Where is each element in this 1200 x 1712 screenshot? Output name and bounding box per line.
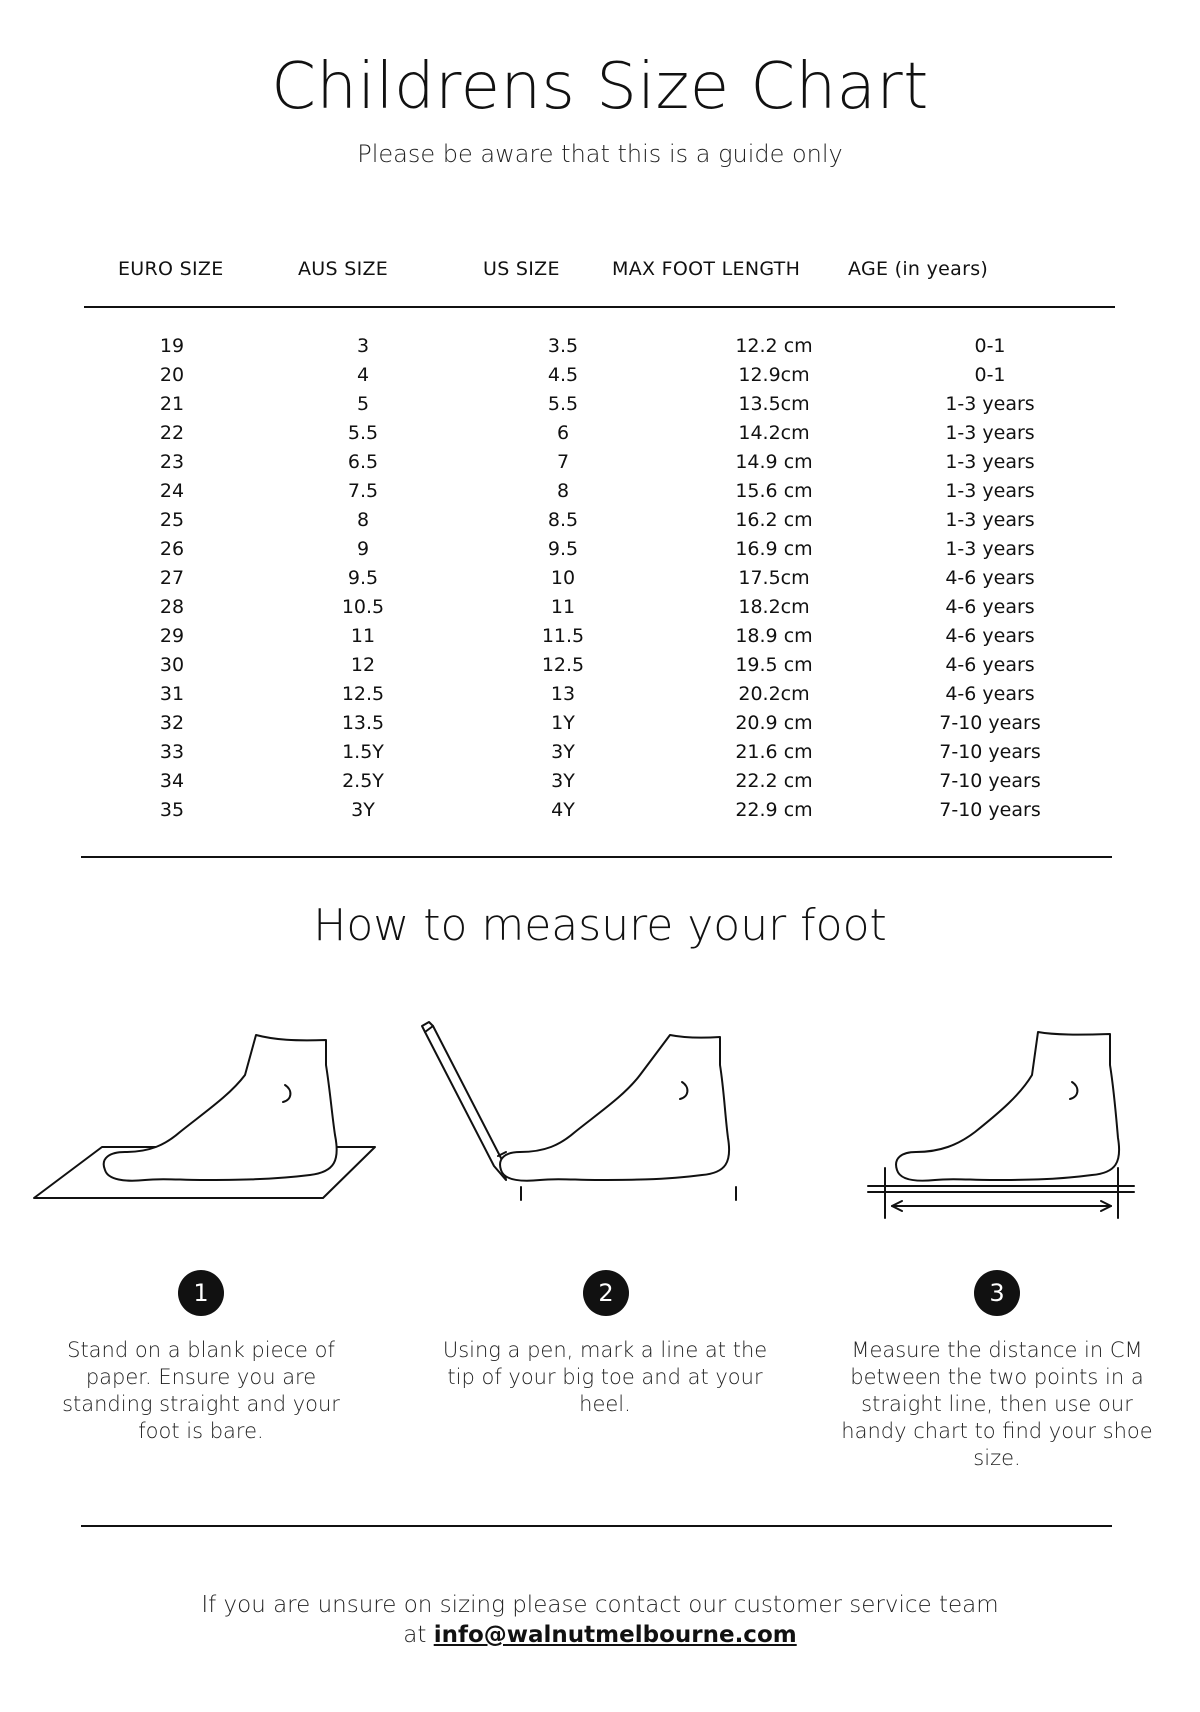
step-1-text: Stand on a blank piece of paper. Ensure you are standing straight and your foot is bare. — [62, 1338, 340, 1443]
cell-aus-size: 12 — [350, 654, 376, 676]
cell-euro-size: 32 — [159, 712, 185, 734]
cell-euro-size: 22 — [159, 422, 185, 444]
cell-max-foot-length: 13.5cm — [738, 393, 810, 415]
cell-max-foot-length: 22.2 cm — [735, 770, 813, 792]
cell-age: 0-1 — [974, 335, 1006, 357]
pen-marking-illustration — [420, 1020, 760, 1220]
step-3-badge: 3 — [974, 1270, 1020, 1316]
cell-us-size: 13 — [550, 683, 576, 705]
column-header-euro-size: EURO SIZE — [118, 258, 224, 280]
cell-age: 7-10 years — [939, 741, 1041, 763]
cell-aus-size: 10.5 — [341, 596, 385, 618]
contact-email-link[interactable]: info@walnutmelbourne.com — [433, 1622, 797, 1648]
cell-max-foot-length: 18.9 cm — [735, 625, 813, 647]
page-title: Childrens Size Chart — [271, 50, 929, 124]
column-header-aus-size: AUS SIZE — [298, 258, 389, 280]
cell-euro-size: 30 — [159, 654, 185, 676]
cell-age: 4-6 years — [945, 625, 1035, 647]
table-row — [0, 422, 1200, 451]
footer-contact-text: If you are unsure on sizing please contact our customer service team — [201, 1592, 999, 1618]
cell-euro-size: 26 — [159, 538, 185, 560]
cell-max-foot-length: 20.9 cm — [735, 712, 813, 734]
step-2-text: Using a pen, mark a line at the tip of your big toe and at your heel. — [442, 1338, 768, 1416]
cell-us-size: 6 — [556, 422, 570, 444]
cell-us-size: 3Y — [551, 770, 575, 792]
cell-us-size: 3.5 — [547, 335, 579, 357]
cell-age: 4-6 years — [945, 654, 1035, 676]
table-row — [0, 335, 1200, 364]
cell-aus-size: 5.5 — [347, 422, 379, 444]
cell-max-foot-length: 20.2cm — [738, 683, 810, 705]
cell-age: 4-6 years — [945, 567, 1035, 589]
cell-us-size: 3Y — [551, 741, 575, 763]
column-header-age: AGE (in years) — [848, 258, 989, 280]
table-row — [0, 393, 1200, 422]
cell-euro-size: 29 — [159, 625, 185, 647]
cell-us-size: 4.5 — [547, 364, 579, 386]
cell-age: 1-3 years — [945, 451, 1035, 473]
step-1-badge: 1 — [178, 1270, 224, 1316]
cell-aus-size: 13.5 — [341, 712, 385, 734]
cell-aus-size: 4 — [356, 364, 370, 386]
cell-euro-size: 24 — [159, 480, 185, 502]
table-row — [0, 538, 1200, 567]
table-row — [0, 451, 1200, 480]
page-subtitle: Please be aware that this is a guide only — [357, 140, 843, 168]
column-header-max-foot-length: MAX FOOT LENGTH — [612, 258, 801, 280]
cell-euro-size: 35 — [159, 799, 185, 821]
table-row — [0, 741, 1200, 770]
cell-max-foot-length: 16.2 cm — [735, 509, 813, 531]
cell-euro-size: 27 — [159, 567, 185, 589]
cell-us-size: 12.5 — [541, 654, 585, 676]
cell-us-size: 9.5 — [547, 538, 579, 560]
cell-euro-size: 31 — [159, 683, 185, 705]
size-table-body — [0, 335, 1200, 828]
step-2-badge: 2 — [583, 1270, 629, 1316]
cell-age: 1-3 years — [945, 509, 1035, 531]
cell-us-size: 10 — [550, 567, 576, 589]
table-row — [0, 654, 1200, 683]
cell-aus-size: 7.5 — [347, 480, 379, 502]
cell-euro-size: 19 — [159, 335, 185, 357]
cell-aus-size: 1.5Y — [342, 741, 384, 763]
cell-euro-size: 23 — [159, 451, 185, 473]
table-row — [0, 770, 1200, 799]
cell-max-foot-length: 12.9cm — [738, 364, 810, 386]
cell-aus-size: 9 — [356, 538, 370, 560]
cell-max-foot-length: 12.2 cm — [735, 335, 813, 357]
foot-on-paper-illustration — [30, 1020, 390, 1220]
cell-aus-size: 11 — [350, 625, 376, 647]
cell-euro-size: 28 — [159, 596, 185, 618]
step-3-text: Measure the distance in CM between the two points in a straight line, then use our handy chart to find your shoe size. — [841, 1338, 1153, 1470]
cell-age: 1-3 years — [945, 422, 1035, 444]
cell-aus-size: 3 — [356, 335, 370, 357]
table-row — [0, 683, 1200, 712]
cell-us-size: 8 — [556, 480, 570, 502]
cell-max-foot-length: 14.2cm — [738, 422, 810, 444]
measuring-illustration — [860, 1020, 1190, 1240]
column-header-us-size: US SIZE — [483, 258, 560, 280]
table-row — [0, 799, 1200, 828]
table-row — [0, 712, 1200, 741]
cell-max-foot-length: 21.6 cm — [735, 741, 813, 763]
cell-us-size: 8.5 — [547, 509, 579, 531]
cell-euro-size: 34 — [159, 770, 185, 792]
cell-age: 7-10 years — [939, 712, 1041, 734]
table-bottom-divider — [81, 856, 1112, 858]
table-row — [0, 567, 1200, 596]
cell-us-size: 11 — [550, 596, 576, 618]
table-row — [0, 480, 1200, 509]
table-row — [0, 364, 1200, 393]
cell-max-foot-length: 14.9 cm — [735, 451, 813, 473]
footer-divider — [81, 1525, 1112, 1527]
cell-max-foot-length: 15.6 cm — [735, 480, 813, 502]
footer-email-line — [0, 1620, 1200, 1650]
cell-age: 0-1 — [974, 364, 1006, 386]
cell-us-size: 11.5 — [541, 625, 585, 647]
cell-us-size: 1Y — [551, 712, 575, 734]
cell-aus-size: 9.5 — [347, 567, 379, 589]
table-row — [0, 625, 1200, 654]
footer-at-text: at — [403, 1622, 427, 1648]
table-header-divider — [84, 306, 1115, 308]
cell-max-foot-length: 18.2cm — [738, 596, 810, 618]
cell-max-foot-length: 19.5 cm — [735, 654, 813, 676]
cell-age: 7-10 years — [939, 799, 1041, 821]
cell-euro-size: 25 — [159, 509, 185, 531]
table-row — [0, 596, 1200, 625]
cell-age: 4-6 years — [945, 683, 1035, 705]
cell-max-foot-length: 22.9 cm — [735, 799, 813, 821]
cell-age: 1-3 years — [945, 538, 1035, 560]
cell-max-foot-length: 17.5cm — [738, 567, 810, 589]
cell-us-size: 4Y — [551, 799, 575, 821]
cell-aus-size: 12.5 — [341, 683, 385, 705]
cell-aus-size: 8 — [356, 509, 370, 531]
cell-aus-size: 6.5 — [347, 451, 379, 473]
cell-aus-size: 5 — [356, 393, 370, 415]
cell-age: 1-3 years — [945, 480, 1035, 502]
cell-age: 1-3 years — [945, 393, 1035, 415]
cell-age: 7-10 years — [939, 770, 1041, 792]
cell-max-foot-length: 16.9 cm — [735, 538, 813, 560]
cell-euro-size: 33 — [159, 741, 185, 763]
footer — [0, 1590, 1200, 1650]
cell-age: 4-6 years — [945, 596, 1035, 618]
cell-aus-size: 2.5Y — [342, 770, 384, 792]
cell-aus-size: 3Y — [351, 799, 375, 821]
cell-euro-size: 21 — [159, 393, 185, 415]
measure-section-title: How to measure your foot — [313, 900, 887, 951]
cell-euro-size: 20 — [159, 364, 185, 386]
table-row — [0, 509, 1200, 538]
cell-us-size: 5.5 — [547, 393, 579, 415]
cell-us-size: 7 — [556, 451, 570, 473]
